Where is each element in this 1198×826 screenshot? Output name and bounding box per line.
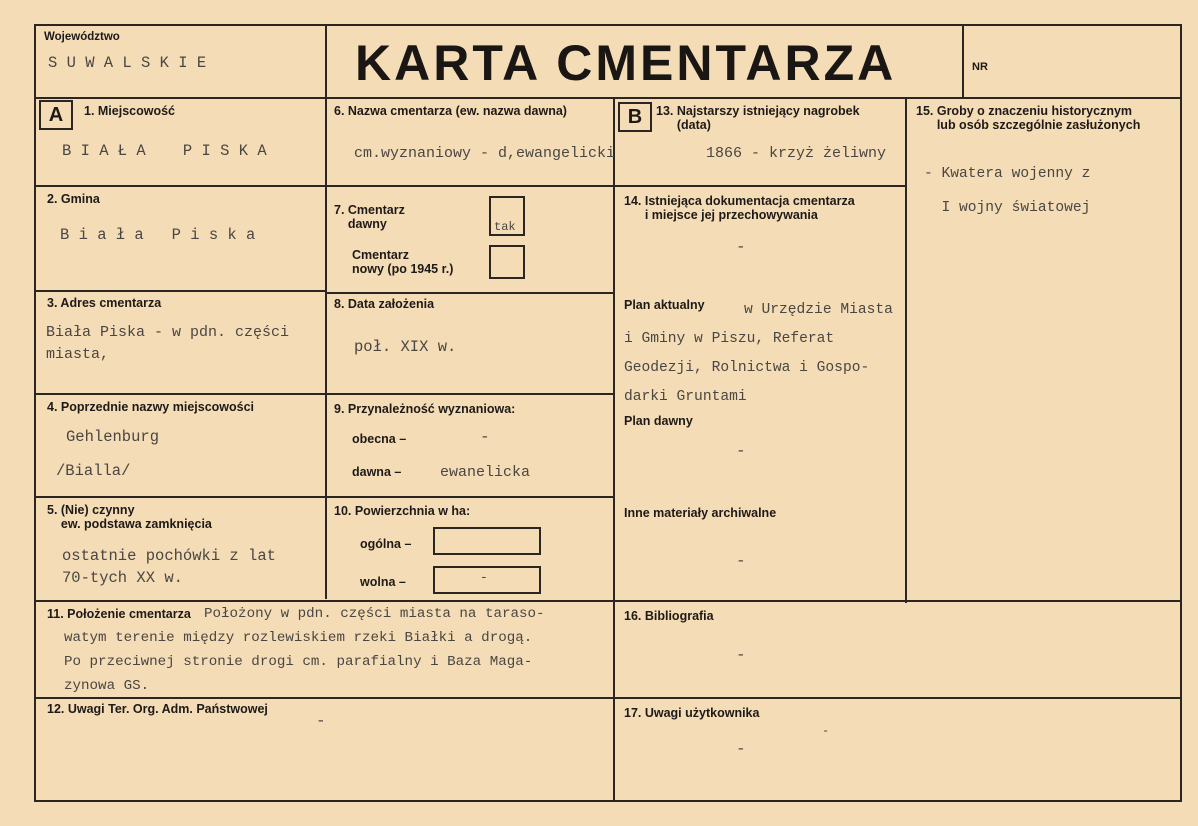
other-materials-value: - [736,552,746,570]
field-8-label: 8. Data założenia [334,297,435,311]
field-3-value: Biała Piska - w pdn. części miasta, [46,324,290,363]
row-a5 [34,496,614,498]
row-a4 [34,393,614,395]
field-15-value: - Kwatera wojenny z I wojny światowej [924,166,1091,216]
field-1-label: 1. Miejscowość [84,104,176,118]
field-13-value: 1866 - krzyż żeliwny [706,145,887,162]
card-title: KARTA CMENTARZA [355,35,897,91]
plan-current-label: Plan aktualny [624,298,705,312]
section-a-badge: A [39,100,73,130]
field-11-value: Położony w pdn. części miasta na taraso- watym terenie między rozlewiskiem rzeki Białki a drogą. Po przeciwnej stronie drogi cm. parafialny i Baza Maga- zynowa GS. [64,606,545,694]
field-10-label: 10. Powierzchnia w ha: [334,504,471,518]
field-16-value: - [736,646,746,664]
header-divider [34,97,1182,99]
nr-label: NR [972,61,988,73]
field-11-label: 11. Położenie cmentarza [47,607,191,621]
section-b-badge: B [618,102,652,132]
field-4-value-2: /Bialla/ [56,462,131,480]
field-5-label: 5. (Nie) czynny ew. podstawa zamknięcia [47,503,212,531]
wojewodztwo-value: S U W A L S K I E [48,54,207,72]
field-13-label: 13. Najstarszy istniejący nagrobek (data) [656,104,860,132]
field-2-label: 2. Gmina [47,192,100,206]
field-9-former-value: ewanelicka [440,464,531,481]
cemetery-old-value: tak [494,220,516,234]
border-bottom [34,800,1182,802]
other-materials-label: Inne materiały archiwalne [624,506,777,520]
wojewodztwo-label: Województwo [44,31,120,43]
field-15-label: 15. Groby o znaczeniu historycznym lub osób szczególnie zasłużonych [916,104,1141,132]
field-4-label: 4. Poprzednie nazwy miejscowości [47,400,255,414]
plan-old-value: - [736,442,746,460]
field-17-mark: - [822,724,830,738]
field-6-value: cm.wyznaniowy - d,ewangelicki [354,145,616,162]
plan-old-label: Plan dawny [624,414,693,428]
border-right [1180,24,1182,802]
header-col-1 [325,24,327,599]
border-top [34,24,1182,26]
field-9-current-value: - [480,428,490,446]
field-2-value: B i a ł a P i s k a [60,226,256,244]
row-a3 [34,290,325,292]
plan-current-value: w Urzędzie Miasta i Gminy w Piszu, Referat Geodezji, Rolnictwa i Gospo- darki Gruntami [624,302,893,405]
field-17-label: 17. Uwagi użytkownika [624,706,760,720]
header-col-2 [962,24,964,98]
field-9-former-label: dawna – [352,465,402,479]
row-b14 [613,185,906,187]
area-free-value: - [480,570,488,585]
area-total-label: ogólna – [360,537,412,551]
area-free-label: wolna – [360,575,406,589]
col-c [905,97,907,603]
field-6-label: 6. Nazwa cmentarza (ew. nazwa dawna) [334,104,567,118]
field-4-value-1: Gehlenburg [66,428,160,446]
field-7-label-new: Cmentarz nowy (po 1945 r.) [352,248,454,276]
row-a8 [325,292,614,294]
field-14-value: - [736,238,746,256]
row-a2 [34,185,614,187]
field-1-value: B I A Ł A P I S K A [62,142,267,160]
field-9-label: 9. Przynależność wyznaniowa: [334,402,516,416]
col-b [613,97,615,801]
field-17-value: - [736,740,746,758]
field-16-label: 16. Bibliografia [624,609,714,623]
field-8-value: poł. XIX w. [354,338,457,356]
field-3-label: 3. Adres cmentarza [47,296,162,310]
cemetery-new-checkbox [489,245,525,279]
area-total-box [433,527,541,555]
field-12-label: 12. Uwagi Ter. Org. Adm. Państwowej [47,702,268,716]
field-12-value: - [316,712,326,730]
border-left [34,24,36,802]
field-9-current-label: obecna – [352,432,407,446]
field-14-label: 14. Istniejąca dokumentacja cmentarza i miejsce jej przechowywania [624,194,855,222]
field-5-value: ostatnie pochówki z lat 70-tych XX w. [62,547,276,587]
field-7-label-old: 7. Cmentarz dawny [334,203,405,231]
